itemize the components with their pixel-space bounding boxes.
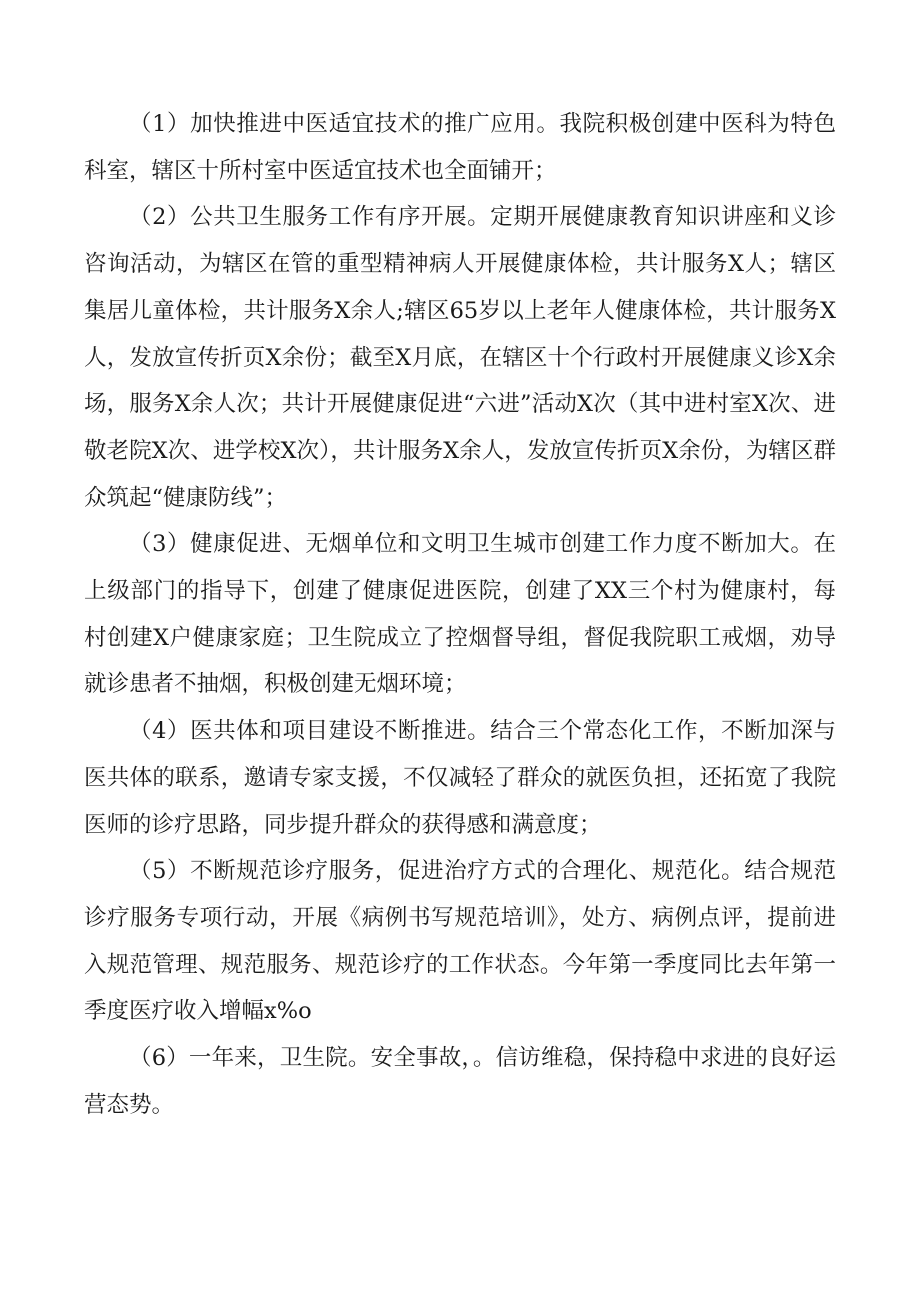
paragraph-5: （5）不断规范诊疗服务，促进治疗方式的合理化、规范化。结合规范诊疗服务专项行动，开展《病例书写规范培训》，处方、病例点评，提前进入规范管理、规范服务、规范诊疗的工作状态。今年第一季度同比去年第一季度医疗收入增幅x%o [84, 858, 836, 1025]
paragraph-3: （3）健康促进、无烟单位和文明卫生城市创建工作力度不断加大。在上级部门的指导下，创建了健康促进医院，创建了XX三个村为健康村，每村创建X户健康家庭；卫生院成立了控烟督导组，督促我院职工戒烟，劝导就诊患者不抽烟，积极创建无烟环境； [84, 531, 836, 698]
paragraph-4: （4）医共体和项目建设不断推进。结合三个常态化工作，不断加深与医共体的联系，邀请专家支援，不仅减轻了群众的就医负担，还拓宽了我院医师的诊疗思路，同步提升群众的获得感和满意度； [84, 718, 836, 838]
paragraph-6: （6）一年来，卫生院。安全事故，。信访维稳，保持稳中求进的良好运营态势。 [84, 1045, 836, 1118]
document-body [84, 101, 836, 1128]
paragraph-2: （2）公共卫生服务工作有序开展。定期开展健康教育知识讲座和义诊咨询活动，为辖区在管的重型精神病人开展健康体检，共计服务X人；辖区集居儿童体检，共计服务X余人;辖区65岁以上老年人健康体检，共计服务X人，发放宣传折页X余份；截至X月底，在辖区十个行政村开展健康义诊X余场，服务X余人次；共计开展健康促进“六进”活动X次（其中进村室X次、进敬老院X次、进学校X次），共计服务X余人，发放宣传折页X余份，为辖区群众筑起“健康防线”； [84, 204, 836, 511]
paragraph-1: （1）加快推进中医适宜技术的推广应用。我院积极创建中医科为特色科室，辖区十所村室中医适宜技术也全面铺开； [84, 111, 836, 184]
